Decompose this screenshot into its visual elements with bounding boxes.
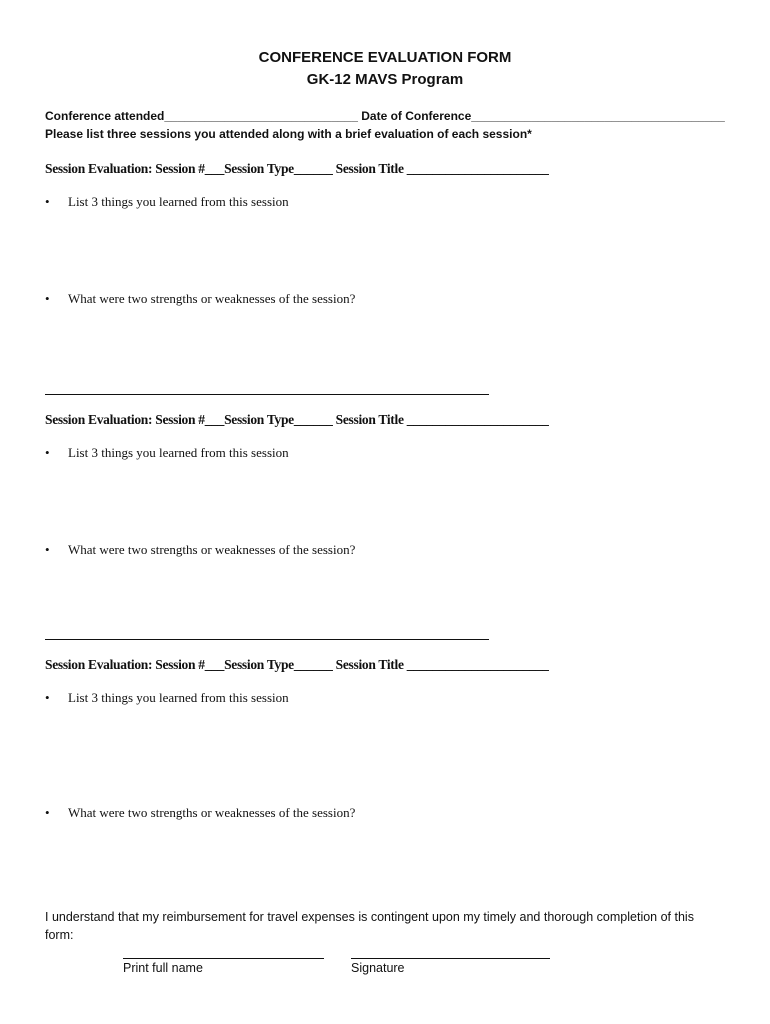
- bullet-icon: •: [45, 805, 50, 820]
- program-subtitle: GK-12 MAVS Program: [306, 71, 464, 88]
- session-2-question-strengths: [45, 542, 355, 558]
- reimbursement-statement-continued: form:: [45, 928, 74, 942]
- session-1-question-strengths: [45, 291, 355, 307]
- session-3-question-learned: [45, 690, 289, 706]
- question-text: List 3 things you learned from this session: [68, 445, 289, 460]
- question-text: What were two strengths or weaknesses of the session?: [68, 542, 356, 557]
- question-text: What were two strengths or weaknesses of the session?: [68, 805, 356, 820]
- session-2-question-learned: [45, 445, 289, 461]
- signature-label: Signature: [351, 961, 405, 975]
- bullet-icon: •: [45, 445, 50, 460]
- session-3-heading[interactable]: Session Evaluation: Session #___Session Type______ Session Title ______________________: [45, 657, 549, 672]
- reimbursement-statement: I understand that my reimbursement for travel expenses is contingent upon my timely and thorough completion of this: [45, 910, 694, 924]
- session-1-heading[interactable]: Session Evaluation: Session #___Session Type______ Session Title ______________________: [45, 161, 549, 176]
- bullet-icon: •: [45, 194, 50, 209]
- print-name-line[interactable]: [123, 958, 324, 959]
- session-3-question-strengths: [45, 805, 355, 821]
- section-divider: [45, 639, 489, 640]
- form-title: CONFERENCE EVALUATION FORM: [258, 49, 512, 66]
- session-2-heading[interactable]: Session Evaluation: Session #___Session Type______ Session Title ______________________: [45, 412, 549, 427]
- question-text: What were two strengths or weaknesses of the session?: [68, 291, 356, 306]
- question-text: List 3 things you learned from this session: [68, 194, 289, 209]
- bullet-icon: •: [45, 291, 50, 306]
- signature-line[interactable]: [351, 958, 550, 959]
- session-1-question-learned: [45, 194, 289, 210]
- bullet-icon: •: [45, 690, 50, 705]
- question-text: List 3 things you learned from this session: [68, 690, 289, 705]
- instructions-text: Please list three sessions you attended along with a brief evaluation of each session*: [45, 127, 532, 141]
- section-divider: [45, 394, 489, 395]
- bullet-icon: •: [45, 542, 50, 557]
- print-name-label: Print full name: [123, 961, 203, 975]
- conference-info-line[interactable]: Conference attended_____________________________ Date of Conference______________________________________: [45, 109, 725, 123]
